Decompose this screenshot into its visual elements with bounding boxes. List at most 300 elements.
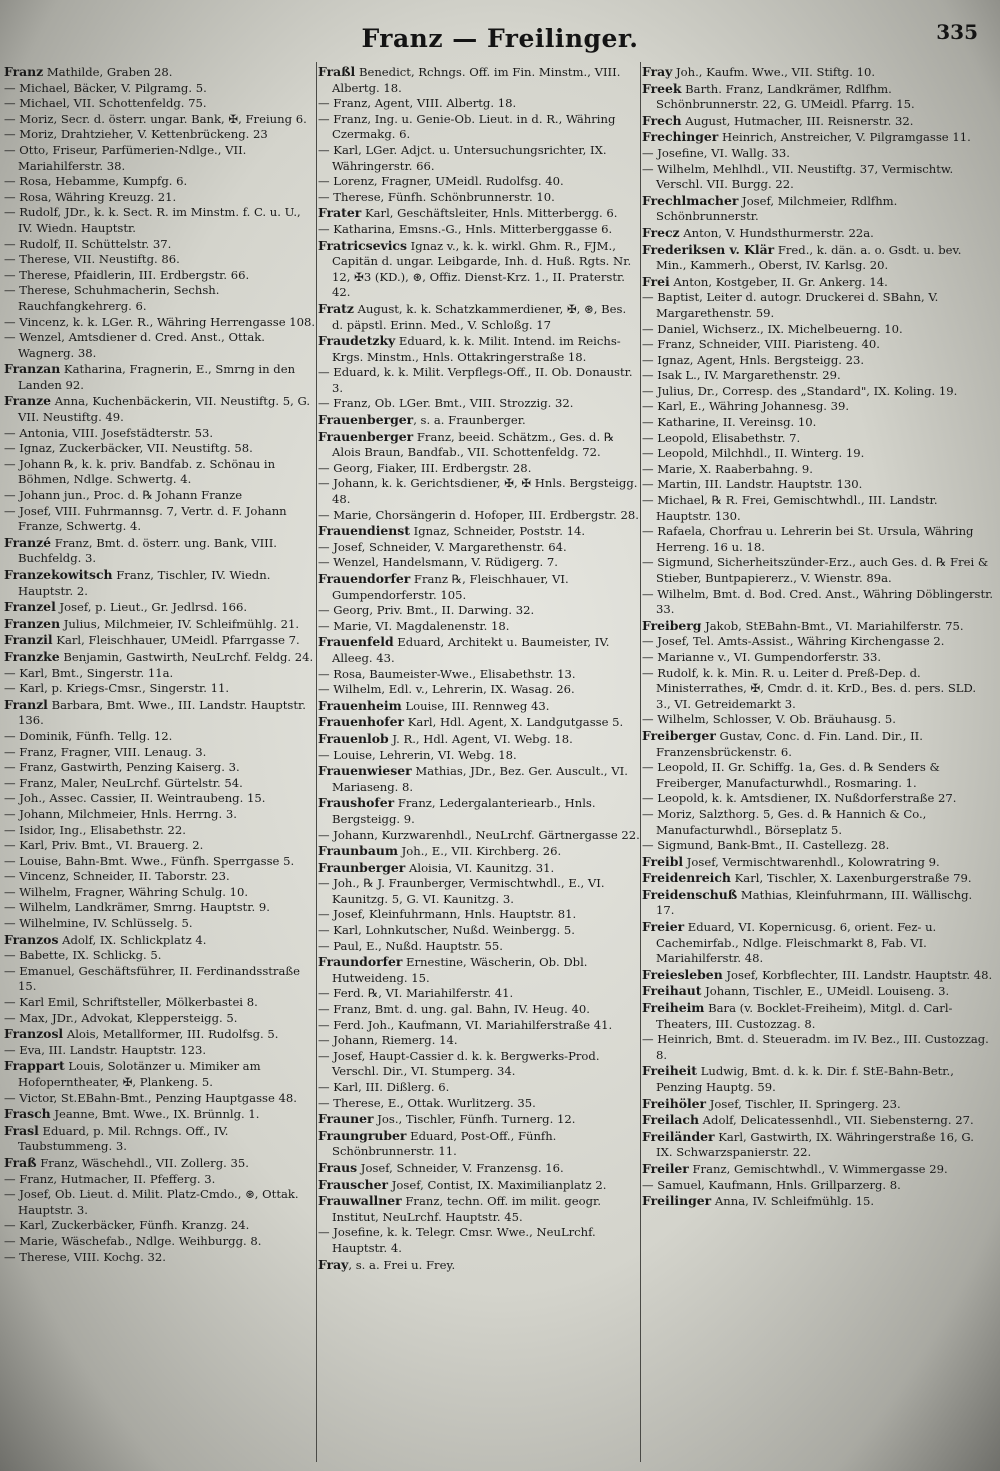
directory-entry	[4, 854, 316, 870]
directory-entry	[318, 1160, 640, 1177]
entry-surname: Franzen	[4, 615, 61, 631]
entry-details: — Louise, Lehrerin, VI. Webg. 18.	[318, 747, 517, 762]
entry-details: — Sigmund, Bank-Bmt., II. Castellezg. 28.	[642, 838, 890, 853]
entry-details: , s. a. Fraunberger.	[413, 413, 526, 428]
entry-details: — Moriz, Salzthorg. 5, Ges. d. ℞ Hannich & Co., Manufacturwhdl., Börseplatz 5.	[642, 806, 927, 837]
entry-details: — Rudolf, JDr., k. k. Sect. R. im Minstm. f. C. u. U., IV. Wiedn. Hauptstr.	[4, 205, 301, 235]
entry-details: Anna, Kuchenbäckerin, VII. Neustiftg. 5, G. VII. Neustiftg. 49.	[18, 394, 311, 425]
entry-details: — Karl, LGer. Adjct. u. Untersuchungsrichter, IX. Währingerstr. 66.	[318, 142, 607, 173]
entry-surname: Frauenheim	[318, 697, 402, 713]
directory-entry	[4, 330, 316, 361]
entry-details: — Leopold, Milchhdl., II. Winterg. 19.	[642, 446, 865, 461]
directory-entry	[4, 361, 316, 393]
page-header	[0, 18, 1000, 58]
directory-entry	[4, 1091, 316, 1107]
directory-entry	[4, 268, 316, 284]
entry-details: Mathilde, Graben 28.	[43, 65, 173, 79]
entry-details: — Eduard, k. k. Milit. Verpflegs-Off., II. Ob. Donaustr. 3.	[318, 365, 633, 395]
directory-entry	[642, 368, 994, 384]
directory-entry	[4, 393, 316, 425]
entry-details: — Isak L., IV. Margarethenstr. 29.	[642, 368, 841, 383]
entry-details: — Vincenz, k. k. LGer. R., Währing Herrengasse 108.	[4, 314, 316, 329]
directory-entry	[642, 1063, 994, 1095]
directory-entry	[318, 1177, 640, 1194]
directory-entry	[642, 353, 994, 369]
directory-entry	[318, 603, 640, 619]
entry-details: August, Hutmacher, III. Reisnerstr. 32.	[681, 113, 914, 128]
entry-details: — Johann ℞, k. k. priv. Bandfab. z. Schönau in Böhmen, Ndlge. Schwertg. 4.	[4, 456, 276, 487]
directory-entry	[318, 1257, 640, 1274]
entry-surname: Frauenwieser	[318, 763, 412, 779]
directory-entry	[4, 1106, 316, 1123]
directory-entry	[4, 1250, 316, 1266]
directory-entry	[318, 763, 640, 795]
entry-surname: Fraunberger	[318, 859, 406, 875]
entry-surname: Freilach	[642, 1112, 699, 1128]
entry-details: — Wilhelm, Mehlhdl., VII. Neustiftg. 37, Vermischtw. Verschl. VII. Burgg. 22.	[642, 161, 954, 192]
entry-details: — Michael, ℞ R. Frei, Gemischtwhdl., III. Landstr. Hauptstr. 130.	[642, 493, 938, 523]
entry-details: Joh., Kaufm. Wwe., VII. Stiftg. 10.	[672, 65, 876, 79]
entry-surname: Franze	[4, 393, 52, 409]
entry-details: — Josef, Schneider, V. Margarethenstr. 64.	[318, 539, 567, 554]
directory-entry	[642, 242, 994, 274]
entry-details: August, k. k. Schatzkammerdiener, ✠, ⊛, Bes. d. päpstl. Erinn. Med., V. Schloßg. 17	[332, 301, 627, 332]
directory-entry	[642, 524, 994, 555]
entry-details: — Josef, Tel. Amts-Assist., Währing Kirchengasse 2.	[642, 634, 945, 649]
entry-details: — Daniel, Wichserz., IX. Michelbeuerng. 10.	[642, 321, 903, 336]
entry-details: — Franz, Fragner, VIII. Lenaug. 3.	[4, 744, 207, 759]
entry-details: , s. a. Frei u. Frey.	[348, 1257, 456, 1272]
entry-details: — Marianne v., VI. Gumpendorferstr. 33.	[642, 649, 882, 664]
entry-details: — Ferd. Joh., Kaufmann, VI. Mariahilferstraße 41.	[318, 1017, 613, 1032]
directory-entry	[4, 1043, 316, 1059]
entry-details: — Wilhelm, Schlosser, V. Ob. Bräuhausg. 5.	[642, 712, 896, 727]
directory-entry	[318, 205, 640, 222]
entry-details: Karl, Hdl. Agent, X. Landgutgasse 5.	[404, 715, 624, 730]
directory-entry	[4, 504, 316, 535]
entry-details: — Karl Emil, Schriftsteller, Mölkerbastei 8.	[4, 995, 258, 1010]
entry-surname: Frecz	[642, 224, 680, 240]
directory-entry	[642, 807, 994, 838]
directory-entry	[4, 791, 316, 807]
directory-entry	[4, 127, 316, 143]
entry-details: Louise, III. Rennweg 43.	[401, 698, 550, 713]
directory-entry	[318, 634, 640, 666]
entry-details: — Katharine, II. Vereinsg. 10.	[642, 415, 817, 430]
entry-details: — Rosa, Baumeister-Wwe., Elisabethstr. 13.	[318, 666, 576, 681]
entry-details: — Johann, Riemerg. 14.	[318, 1033, 458, 1048]
directory-entry	[4, 205, 316, 236]
directory-entry	[318, 731, 640, 748]
entry-surname: Franz	[4, 64, 44, 79]
directory-entry	[318, 828, 640, 844]
entry-details: Ludwig, Bmt. d. k. k. Dir. f. StE-Bahn-Betr., Penzing Hauptg. 59.	[656, 1064, 954, 1094]
entry-details: — Georg, Priv. Bmt., II. Darwing. 32.	[318, 603, 535, 618]
entry-surname: Fray	[642, 64, 673, 79]
entry-details: — Eva, III. Landstr. Hauptstr. 123.	[4, 1042, 207, 1057]
entry-details: — Johann jun., Proc. d. ℞ Johann Franze	[4, 488, 243, 503]
directory-entry	[4, 1218, 316, 1234]
directory-entry	[642, 919, 994, 967]
entry-details: Julius, Milchmeier, IV. Schleifmühlg. 21.	[60, 616, 300, 631]
entry-details: Anton, Kostgeber, II. Gr. Ankerg. 14.	[669, 274, 888, 289]
directory-entry	[4, 948, 316, 964]
directory-entry	[642, 431, 994, 447]
entry-details: — Vincenz, Schneider, II. Taborstr. 23.	[4, 869, 230, 884]
directory-column-1	[4, 64, 316, 1464]
directory-entry	[642, 1000, 994, 1032]
directory-entry	[4, 315, 316, 331]
entry-surname: Freiberg	[642, 617, 702, 633]
directory-entry	[4, 143, 316, 174]
directory-entry	[642, 274, 994, 291]
entry-details: Gustav, Conc. d. Fin. Land. Dir., II. Franzensbrückenstr. 6.	[656, 728, 923, 759]
entry-surname: Franzan	[4, 361, 61, 377]
directory-entry	[318, 174, 640, 190]
entry-surname: Fraßl	[318, 64, 356, 79]
directory-entry	[642, 162, 994, 193]
entry-surname: Franzel	[4, 599, 56, 615]
entry-details: — Heinrich, Bmt. d. Steueradm. im IV. Bez., III. Custozzag. 8.	[642, 1032, 989, 1062]
directory-entry	[4, 776, 316, 792]
entry-details: — Josefine, VI. Wallg. 33.	[642, 145, 790, 160]
directory-entry	[4, 64, 316, 81]
directory-entry	[4, 96, 316, 112]
directory-entry	[318, 714, 640, 731]
entry-surname: Frasch	[4, 1106, 51, 1122]
entry-surname: Freihaut	[642, 983, 702, 999]
directory-entry	[642, 1193, 994, 1210]
entry-surname: Frederiksen v. Klär	[642, 241, 775, 257]
column-divider	[640, 62, 641, 1462]
entry-surname: Franzé	[4, 534, 52, 550]
entry-surname: Franzos	[4, 931, 59, 947]
entry-details: Franz ℞, Fleischhauer, VI. Gumpendorferstr. 105.	[332, 572, 569, 602]
directory-entry	[642, 618, 994, 635]
directory-entry	[318, 1128, 640, 1160]
entry-details: — Michael, Bäcker, V. Pilgramg. 5.	[4, 80, 207, 95]
entry-details: — Georg, Fiaker, III. Erdbergstr. 28.	[318, 460, 532, 475]
directory-entry	[318, 143, 640, 174]
entry-details: Bara (v. Bocklet-Freiheim), Mitgl. d. Carl-Theaters, III. Custozzag. 8.	[656, 1001, 953, 1031]
entry-surname: Frauenlob	[318, 730, 389, 746]
entry-details: Karl, Fleischhauer, UMeidl. Pfarrgasse 7.	[52, 633, 300, 648]
entry-details: Jos., Tischler, Fünfh. Turnerg. 12.	[373, 1112, 576, 1127]
entry-details: Josef, Schneider, V. Franzensg. 16.	[357, 1160, 564, 1175]
directory-entry	[4, 616, 316, 633]
directory-entry	[4, 760, 316, 776]
entry-surname: Frappart	[4, 1058, 65, 1074]
entry-details: Ernestine, Wäscherin, Ob. Dbl. Hutweideng. 15.	[332, 955, 588, 985]
directory-entry	[642, 967, 994, 984]
directory-entry	[642, 587, 994, 618]
entry-surname: Frauendorfer	[318, 571, 411, 586]
entry-details: — Johann, Kurzwarenhdl., NeuLrchf. Gärtnergasse 22.	[318, 827, 640, 842]
directory-entry	[4, 112, 316, 128]
entry-details: — Josef, Kleinfuhrmann, Hnls. Hauptstr. 81.	[318, 907, 577, 922]
entry-details: — Leopold, k. k. Amtsdiener, IX. Nußdorferstraße 27.	[642, 791, 957, 806]
entry-surname: Franzekowitsch	[4, 567, 113, 582]
entry-surname: Franzosl	[4, 1026, 64, 1042]
entry-details: — Franz, Schneider, VIII. Piaristeng. 40.	[642, 337, 880, 352]
entry-details: — Baptist, Leiter d. autogr. Druckerei d. SBahn, V. Margarethenstr. 59.	[642, 290, 939, 320]
directory-entry	[642, 1112, 994, 1129]
directory-entry	[642, 1178, 994, 1194]
page-number: 335	[936, 20, 978, 44]
directory-entry	[4, 666, 316, 682]
page-title: Franz — Freilinger.	[361, 24, 639, 53]
directory-entry	[318, 986, 640, 1002]
entry-surname: Frauner	[318, 1111, 374, 1127]
directory-entry	[642, 113, 994, 130]
directory-entry	[318, 461, 640, 477]
entry-details: — Martin, III. Landstr. Hauptstr. 130.	[642, 477, 863, 492]
entry-details: — Wilhelm, Bmt. d. Bod. Cred. Anst., Währing Döblingerstr. 33.	[642, 586, 994, 617]
directory-entry	[642, 446, 994, 462]
directory-entry	[4, 457, 316, 488]
entry-details: — Karl, E., Währing Johannesg. 39.	[642, 399, 850, 414]
entry-details: — Emanuel, Geschäftsführer, II. Ferdinandsstraße 15.	[4, 963, 300, 994]
directory-entry	[318, 508, 640, 524]
directory-entry	[642, 129, 994, 146]
directory-entry	[318, 333, 640, 365]
directory-entry	[318, 1096, 640, 1112]
entry-surname: Fraus	[318, 1159, 358, 1175]
entry-details: — Dominik, Fünfh. Tellg. 12.	[4, 728, 173, 743]
directory-entry	[642, 887, 994, 919]
entry-details: Anton, V. Hundsthurmerstr. 22a.	[679, 225, 874, 240]
directory-entry	[318, 571, 640, 603]
entry-details: Heinrich, Anstreicher, V. Pilgramgasse 11.	[718, 130, 971, 145]
entry-details: — Lorenz, Fragner, UMeidl. Rudolfsg. 40.	[318, 174, 564, 189]
entry-surname: Freiler	[642, 1160, 689, 1176]
entry-details: Eduard, Architekt u. Baumeister, IV. Alleeg. 43.	[332, 635, 610, 665]
entry-surname: Fray	[318, 1256, 349, 1272]
directory-entry	[4, 1058, 316, 1090]
entry-details: Franz, Bmt. d. österr. ung. Bank, VIII. Buchfeldg. 3.	[18, 535, 277, 566]
entry-details: Josef, Contist, IX. Maximilianplatz 2.	[388, 1177, 607, 1192]
entry-details: Josef, Milchmeier, Rdlfhm. Schönbrunnerstr.	[656, 193, 898, 224]
entry-surname: Freidenschuß	[642, 886, 738, 902]
entry-details: — Josefine, k. k. Telegr. Cmsr. Wwe., NeuLrchf. Hauptstr. 4.	[318, 1225, 596, 1255]
entry-surname: Fraundorfer	[318, 954, 403, 970]
entry-details: — Marie, VI. Magdalenenstr. 18.	[318, 618, 510, 633]
entry-details: — Franz, Ob. LGer. Bmt., VIII. Strozzig. 32.	[318, 396, 574, 411]
entry-details: Josef, p. Lieut., Gr. Jedlrsd. 166.	[55, 600, 248, 615]
entry-details: Karl, Tischler, X. Laxenburgerstraße 79.	[730, 871, 972, 886]
entry-details: — Wilhelm, Fragner, Währing Schulg. 10.	[4, 884, 249, 899]
entry-surname: Franzke	[4, 648, 60, 664]
entry-details: — Franz, Bmt. d. ung. gal. Bahn, IV. Heug. 40.	[318, 1002, 590, 1017]
directory-entry	[4, 632, 316, 649]
directory-entry	[4, 932, 316, 949]
directory-entry	[318, 907, 640, 923]
directory-entry	[318, 396, 640, 412]
entry-details: Josef, Vermischtwarenhdl., Kolowratring 9.	[683, 854, 940, 869]
directory-entry	[318, 301, 640, 333]
entry-surname: Freihöler	[642, 1095, 707, 1111]
directory-entry	[642, 712, 994, 728]
directory-entry	[318, 1225, 640, 1256]
directory-entry	[642, 493, 994, 524]
entry-details: Jakob, StEBahn-Bmt., VI. Mariahilferstr. 75.	[701, 618, 964, 633]
entry-details: Eduard, VI. Kopernicusg. 6, orient. Fez- u. Cachemirfab., Ndlge. Fleischmarkt 8, Fab. VI. Mariahilferstr. 48.	[656, 920, 937, 966]
directory-entry	[318, 876, 640, 907]
entry-surname: Frater	[318, 205, 362, 221]
entry-details: — Rudolf, k. k. Min. R. u. Leiter d. Preß-Dep. d. Ministerrathes, ✠, Cmdr. d. it. KrD., Bes. d. pers. SLD. 3., VI. Getreidemarkt 3.	[642, 665, 977, 711]
entry-details: Katharina, Fragnerin, E., Smrng in den Landen 92.	[18, 362, 296, 392]
entry-details: — Johann, k. k. Gerichtsdiener, ✠, ✠ Hnls. Bergsteigg. 48.	[318, 476, 638, 507]
entry-surname: Frauenberger	[318, 412, 414, 428]
directory-entry	[642, 1032, 994, 1063]
entry-surname: Frei	[642, 273, 670, 289]
entry-surname: Frauenhofer	[318, 714, 405, 730]
entry-surname: Frasl	[4, 1122, 39, 1138]
entry-details: Franz, beeid. Schätzm., Ges. d. ℞ Alois Braun, Bandfab., VII. Schottenfeldg. 72.	[332, 429, 615, 460]
entry-details: — Michael, VII. Schottenfeldg. 75.	[4, 96, 207, 111]
entry-surname: Fraß	[4, 1154, 37, 1170]
entry-details: Mathias, JDr., Bez. Ger. Auscult., VI. Mariaseng. 8.	[332, 764, 628, 794]
entry-details: — Sigmund, Sicherheitszünder-Erz., auch Ges. d. ℞ Frei & Stieber, Buntpapiererz., V. Wienstr. 89a.	[642, 555, 989, 585]
entry-details: Franz, Wäschehdl., VII. Zollerg. 35.	[36, 1155, 249, 1170]
entry-details: Karl, Gastwirth, IX. Währingerstraße 16, G. IX. Schwarzspanierstr. 22.	[656, 1129, 974, 1160]
directory-entry	[4, 426, 316, 442]
directory-entry	[318, 667, 640, 683]
entry-details: Josef, Tischler, II. Springerg. 23.	[706, 1096, 901, 1111]
entry-details: — Karl, Bmt., Singerstr. 11a.	[4, 665, 174, 680]
entry-details: — Wenzel, Handelsmann, V. Rüdigerg. 7.	[318, 555, 558, 570]
directory-entry	[318, 222, 640, 238]
entry-surname: Freidenreich	[642, 870, 731, 886]
entry-details: — Leopold, II. Gr. Schiffg. 1a, Ges. d. ℞ Senders & Freiberger, Manufacturwhdl., Rosmaring. 1.	[642, 760, 940, 790]
directory-entry	[642, 634, 994, 650]
entry-details: — Karl, Zuckerbäcker, Fünfh. Kranzg. 24.	[4, 1218, 250, 1233]
entry-details: — Ignaz, Agent, Hnls. Bergsteigg. 23.	[642, 352, 865, 367]
entry-details: — Babette, IX. Schlickg. 5.	[4, 948, 162, 963]
entry-details: Adolf, Delicatessenhdl., VII. Siebensterng. 27.	[699, 1113, 974, 1128]
directory-entry	[4, 916, 316, 932]
entry-details: — Josef, Haupt-Cassier d. k. k. Bergwerks-Prod. Verschl. Dir., VI. Stumperg. 34.	[318, 1048, 600, 1079]
directory-entry	[318, 860, 640, 877]
directory-entry	[642, 791, 994, 807]
entry-details: — Wenzel, Amtsdiener d. Cred. Anst., Ottak. Wagnerg. 38.	[4, 330, 265, 360]
directory-entry	[642, 760, 994, 791]
directory-entry	[4, 885, 316, 901]
directory-entry	[4, 823, 316, 839]
entry-details: Benjamin, Gastwirth, NeuLrchf. Feldg. 24.	[59, 649, 314, 664]
entry-surname: Freiheit	[642, 1063, 698, 1079]
entry-surname: Freibl	[642, 853, 684, 869]
entry-details: — Rafaela, Chorfrau u. Lehrerin bei St. Ursula, Währing Herreng. 16 u. 18.	[642, 524, 974, 554]
entry-surname: Frechlmacher	[642, 192, 739, 208]
directory-entry	[4, 1172, 316, 1188]
directory-entry	[318, 476, 640, 507]
entry-details: — Joh., Assec. Cassier, II. Weintraubeng. 15.	[4, 791, 266, 806]
directory-entry	[318, 1111, 640, 1128]
directory-entry	[318, 1033, 640, 1049]
entry-surname: Freiesleben	[642, 966, 723, 982]
directory-entry	[318, 429, 640, 461]
directory-entry	[4, 1026, 316, 1043]
directory-entry	[318, 96, 640, 112]
entry-surname: Fraunbaum	[318, 843, 398, 859]
entry-details: — Therese, Pfaidlerin, III. Erdbergstr. 66.	[4, 267, 250, 282]
entry-details: — Therese, Fünfh. Schönbrunnerstr. 10.	[318, 189, 555, 204]
directory-entry	[318, 64, 640, 96]
directory-entry	[642, 225, 994, 242]
entry-details: J. R., Hdl. Agent, VI. Webg. 18.	[388, 731, 573, 746]
directory-entry	[642, 193, 994, 225]
directory-entry	[4, 1011, 316, 1027]
directory-entry	[642, 1129, 994, 1161]
directory-entry	[318, 523, 640, 540]
directory-entry	[4, 681, 316, 697]
entry-details: Ignaz v., k. k. wirkl. Ghm. R., FJM., Capitän d. ungar. Leibgarde, Inh. d. Huß. Rgts. Nr. 12, ✠3 (KD.), ⊛, Offiz. Dienst-Krz. 1., II. Praterstr. 42.	[332, 238, 632, 300]
entry-details: Eduard, k. k. Milit. Intend. im Reichs-Krgs. Minstm., Hnls. Ottakringerstraße 18.	[332, 334, 621, 364]
directory-entry	[4, 869, 316, 885]
directory-entry	[4, 1155, 316, 1172]
directory-entry	[4, 174, 316, 190]
entry-details: — Victor, St.EBahn-Bmt., Penzing Hauptgasse 48.	[4, 1090, 297, 1105]
entry-details: — Karl, p. Kriegs-Cmsr., Singerstr. 11.	[4, 681, 230, 696]
entry-details: Barbara, Bmt. Wwe., III. Landstr. Hauptstr. 136.	[18, 697, 306, 728]
entry-details: — Franz, Agent, VIII. Albertg. 18.	[318, 96, 517, 111]
directory-entry	[4, 649, 316, 666]
entry-details: — Therese, VII. Neustiftg. 86.	[4, 252, 180, 267]
entry-details: — Franz, Hutmacher, II. Pfefferg. 3.	[4, 1171, 216, 1186]
directory-entry	[318, 190, 640, 206]
directory-entry	[318, 1049, 640, 1080]
entry-details: — Karl, III. Dißlerg. 6.	[318, 1080, 450, 1094]
directory-entry	[642, 64, 994, 81]
directory-entry	[4, 745, 316, 761]
entry-details: Fred., k. dän. a. o. Gsdt. u. bev. Min., Kammerh., Oberst, IV. Karlsg. 20.	[656, 242, 962, 273]
entry-surname: Frauendienst	[318, 523, 410, 539]
entry-details: Louis, Solotänzer u. Mimiker am Hofoperntheater, ✠, Plankeng. 5.	[18, 1059, 261, 1089]
entry-details: — Josef, Ob. Lieut. d. Milit. Platz-Cmdo., ⊛, Ottak. Hauptstr. 3.	[4, 1187, 299, 1217]
entry-details: — Louise, Bahn-Bmt. Wwe., Fünfh. Sperrgasse 5.	[4, 853, 295, 868]
directory-entry	[4, 900, 316, 916]
entry-surname: Freiberger	[642, 727, 716, 743]
directory-entry	[318, 954, 640, 986]
entry-details: — Max, JDr., Advokat, Kleppersteigg. 5.	[4, 1010, 238, 1025]
directory-entry	[4, 535, 316, 567]
entry-details: — Moriz, Drahtzieher, V. Kettenbrückeng. 23	[4, 127, 268, 142]
entry-surname: Frauwallner	[318, 1193, 402, 1209]
entry-details: — Otto, Friseur, Parfümerien-Ndlge., VII. Mariahilferstr. 38.	[4, 142, 247, 173]
entry-details: Benedict, Rchngs. Off. im Fin. Minstm., VIII. Albertg. 18.	[332, 65, 621, 95]
directory-entry	[4, 190, 316, 206]
entry-details: Eduard, p. Mil. Rchngs. Off., IV. Taubstummeng. 3.	[18, 1123, 229, 1154]
entry-surname: Frauscher	[318, 1176, 389, 1192]
directory-entry	[642, 1161, 994, 1178]
directory-entry	[4, 283, 316, 314]
entry-surname: Franzil	[4, 632, 53, 648]
directory-entry	[642, 728, 994, 760]
entry-details: — Paul, E., Nußd. Hauptstr. 55.	[318, 938, 503, 953]
directory-entry	[318, 748, 640, 764]
entry-details: Adolf, IX. Schlickplatz 4.	[58, 932, 207, 947]
entry-details: Alois, Metallformer, III. Rudolfsg. 5.	[63, 1027, 279, 1042]
directory-column-3	[642, 64, 994, 1464]
directory-entry	[642, 146, 994, 162]
entry-details: Franz, Tischler, IV. Wiedn. Hauptstr. 2.	[18, 568, 271, 598]
entry-surname: Fraungruber	[318, 1127, 407, 1143]
entry-details: — Wilhelmine, IV. Schlüsselg. 5.	[4, 916, 193, 931]
directory-entry	[318, 795, 640, 827]
directory-entry	[318, 923, 640, 939]
entry-details: — Marie, Wäschefab., Ndlge. Weihburgg. 8.	[4, 1233, 262, 1248]
